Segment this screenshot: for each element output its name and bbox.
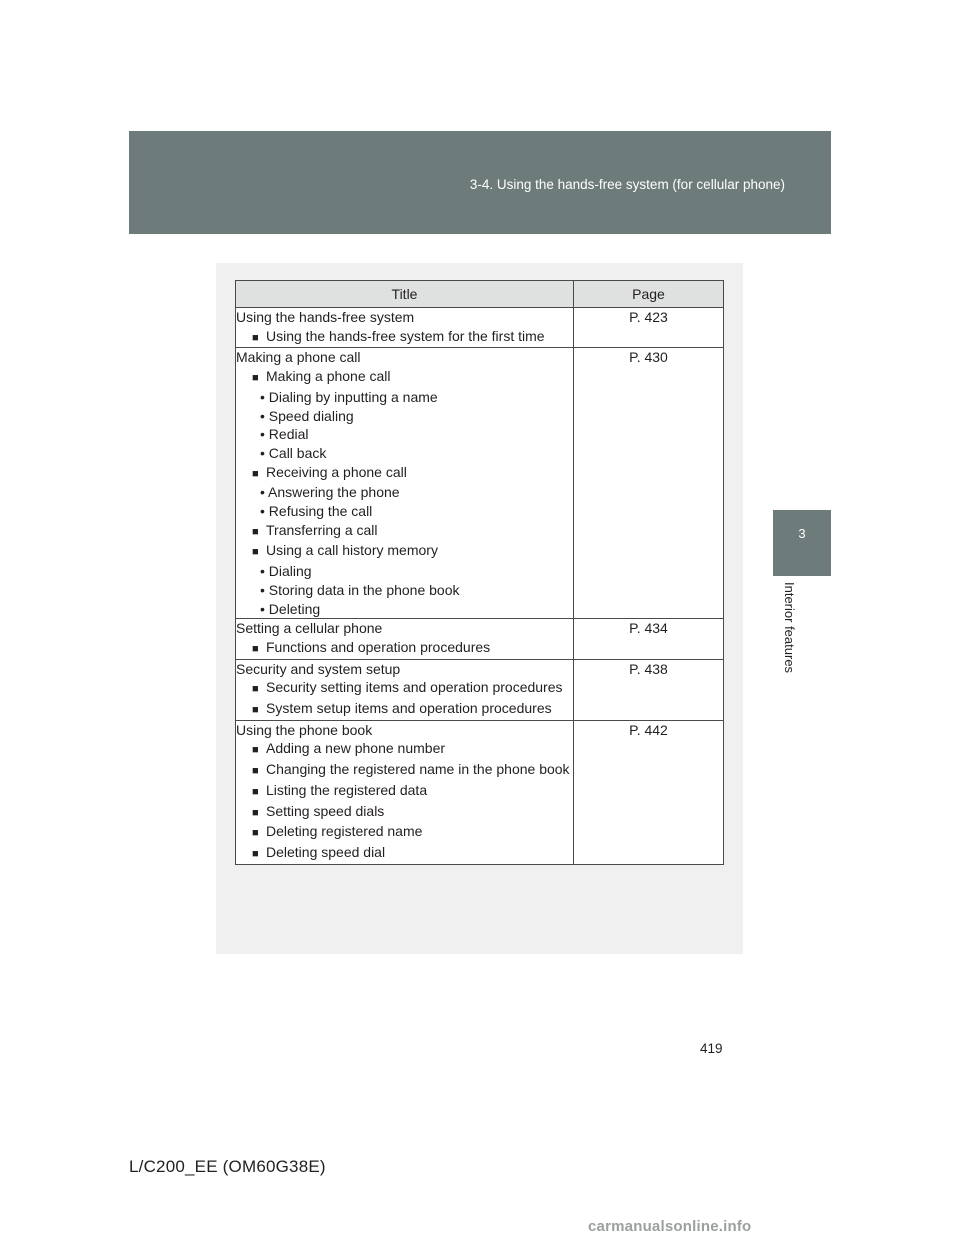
list-item-label: Transferring a call: [266, 521, 378, 538]
row-title-cell: [236, 348, 574, 619]
row-page-cell: P. 442: [574, 720, 724, 864]
black-square-icon: ■: [252, 704, 259, 717]
row-page-cell: P. 430: [574, 348, 724, 619]
black-square-icon: ■: [252, 765, 259, 778]
table-row: [236, 619, 724, 659]
black-square-icon: ■: [252, 642, 259, 655]
list-item-label: Adding a new phone number: [266, 740, 446, 757]
row-heading: Using the hands-free system: [236, 309, 415, 325]
table-header-row: [236, 281, 724, 308]
black-square-icon: ■: [252, 785, 259, 798]
header-title: Title: [236, 281, 574, 308]
list-item: [236, 760, 573, 781]
list-item-label: Deleting speed dial: [266, 843, 386, 860]
chapter-label-container: [779, 582, 803, 694]
contents-table: [235, 280, 724, 865]
row-heading: Making a phone call: [236, 349, 361, 366]
table-row: [236, 659, 724, 720]
black-square-icon: ■: [252, 372, 259, 385]
document-code: L/C200_EE (OM60G38E): [129, 1157, 326, 1176]
list-item-label: Functions and operation procedures: [266, 638, 491, 655]
list-item-label: Using a call history memory: [266, 542, 438, 559]
row-page-cell: P. 434: [574, 619, 724, 659]
list-item: [236, 781, 573, 802]
black-square-icon: ■: [252, 806, 259, 819]
list-item: [236, 638, 573, 659]
content-panel: [216, 263, 743, 954]
sub-list-item: • Redial: [260, 426, 309, 443]
black-square-icon: ■: [252, 467, 259, 480]
sub-list-item: • Call back: [260, 444, 327, 461]
sub-list-item: • Storing data in the phone book: [260, 581, 460, 598]
row-heading: Security and system setup: [236, 660, 401, 677]
row-page-cell: P. 438: [574, 659, 724, 720]
black-square-icon: ■: [252, 683, 259, 696]
sub-list-item: • Dialing: [260, 563, 312, 580]
list-item-label: Deleting registered name: [266, 823, 423, 840]
row-heading: Setting a cellular phone: [236, 620, 383, 637]
list-item-label: Setting speed dials: [266, 802, 385, 819]
sub-list-item: • Refusing the call: [260, 503, 373, 520]
list-item: [236, 541, 573, 562]
row-title-cell: [236, 619, 574, 659]
chapter-number: 3: [798, 526, 806, 541]
page-number: 419: [700, 1041, 723, 1056]
section-header-bar: [129, 131, 831, 234]
black-square-icon: ■: [252, 827, 259, 840]
section-title: 3-4. Using the hands-free system (for cellular phone): [469, 177, 785, 192]
header-page: Page: [574, 281, 724, 308]
row-heading: Using the phone book: [236, 721, 373, 738]
row-title-cell: [236, 659, 574, 720]
table-row: [236, 308, 724, 348]
sub-list-item: • Answering the phone: [260, 484, 400, 501]
list-item: [236, 678, 573, 699]
table-row: [236, 720, 724, 864]
sub-list-item: • Speed dialing: [260, 407, 354, 424]
black-square-icon: ■: [252, 546, 259, 559]
list-item: [236, 463, 573, 484]
list-item: [236, 367, 573, 388]
list-item: [236, 843, 573, 864]
row-title-cell: [236, 720, 574, 864]
list-item: [236, 327, 573, 348]
list-item-label: Security setting items and operation procedures: [266, 679, 563, 696]
list-item-label: Making a phone call: [266, 368, 391, 385]
list-item-label: Changing the registered name in the phone book: [266, 761, 570, 778]
black-square-icon: ■: [252, 744, 259, 757]
list-item: [236, 822, 573, 843]
list-item-label: System setup items and operation procedures: [266, 700, 552, 717]
chapter-label: Interior features: [782, 582, 797, 674]
chapter-tab: [773, 510, 831, 576]
list-item-label: Receiving a phone call: [266, 463, 407, 480]
sub-list-item: • Deleting: [260, 600, 321, 617]
list-item: [236, 802, 573, 823]
row-title-cell: [236, 308, 574, 348]
list-item: [236, 699, 573, 720]
black-square-icon: ■: [252, 331, 259, 344]
black-square-icon: ■: [252, 847, 259, 860]
table-row: [236, 348, 724, 619]
list-item-label: Listing the registered data: [266, 781, 428, 798]
black-square-icon: ■: [252, 525, 259, 538]
sub-list-item: • Dialing by inputting a name: [260, 388, 438, 405]
table-body: [236, 308, 724, 865]
list-item: [236, 739, 573, 760]
list-item-label: Using the hands-free system for the first time: [266, 327, 545, 344]
list-item: [236, 521, 573, 542]
row-page-cell: P. 423: [574, 308, 724, 348]
watermark: carmanualsonline.info: [588, 1218, 752, 1235]
